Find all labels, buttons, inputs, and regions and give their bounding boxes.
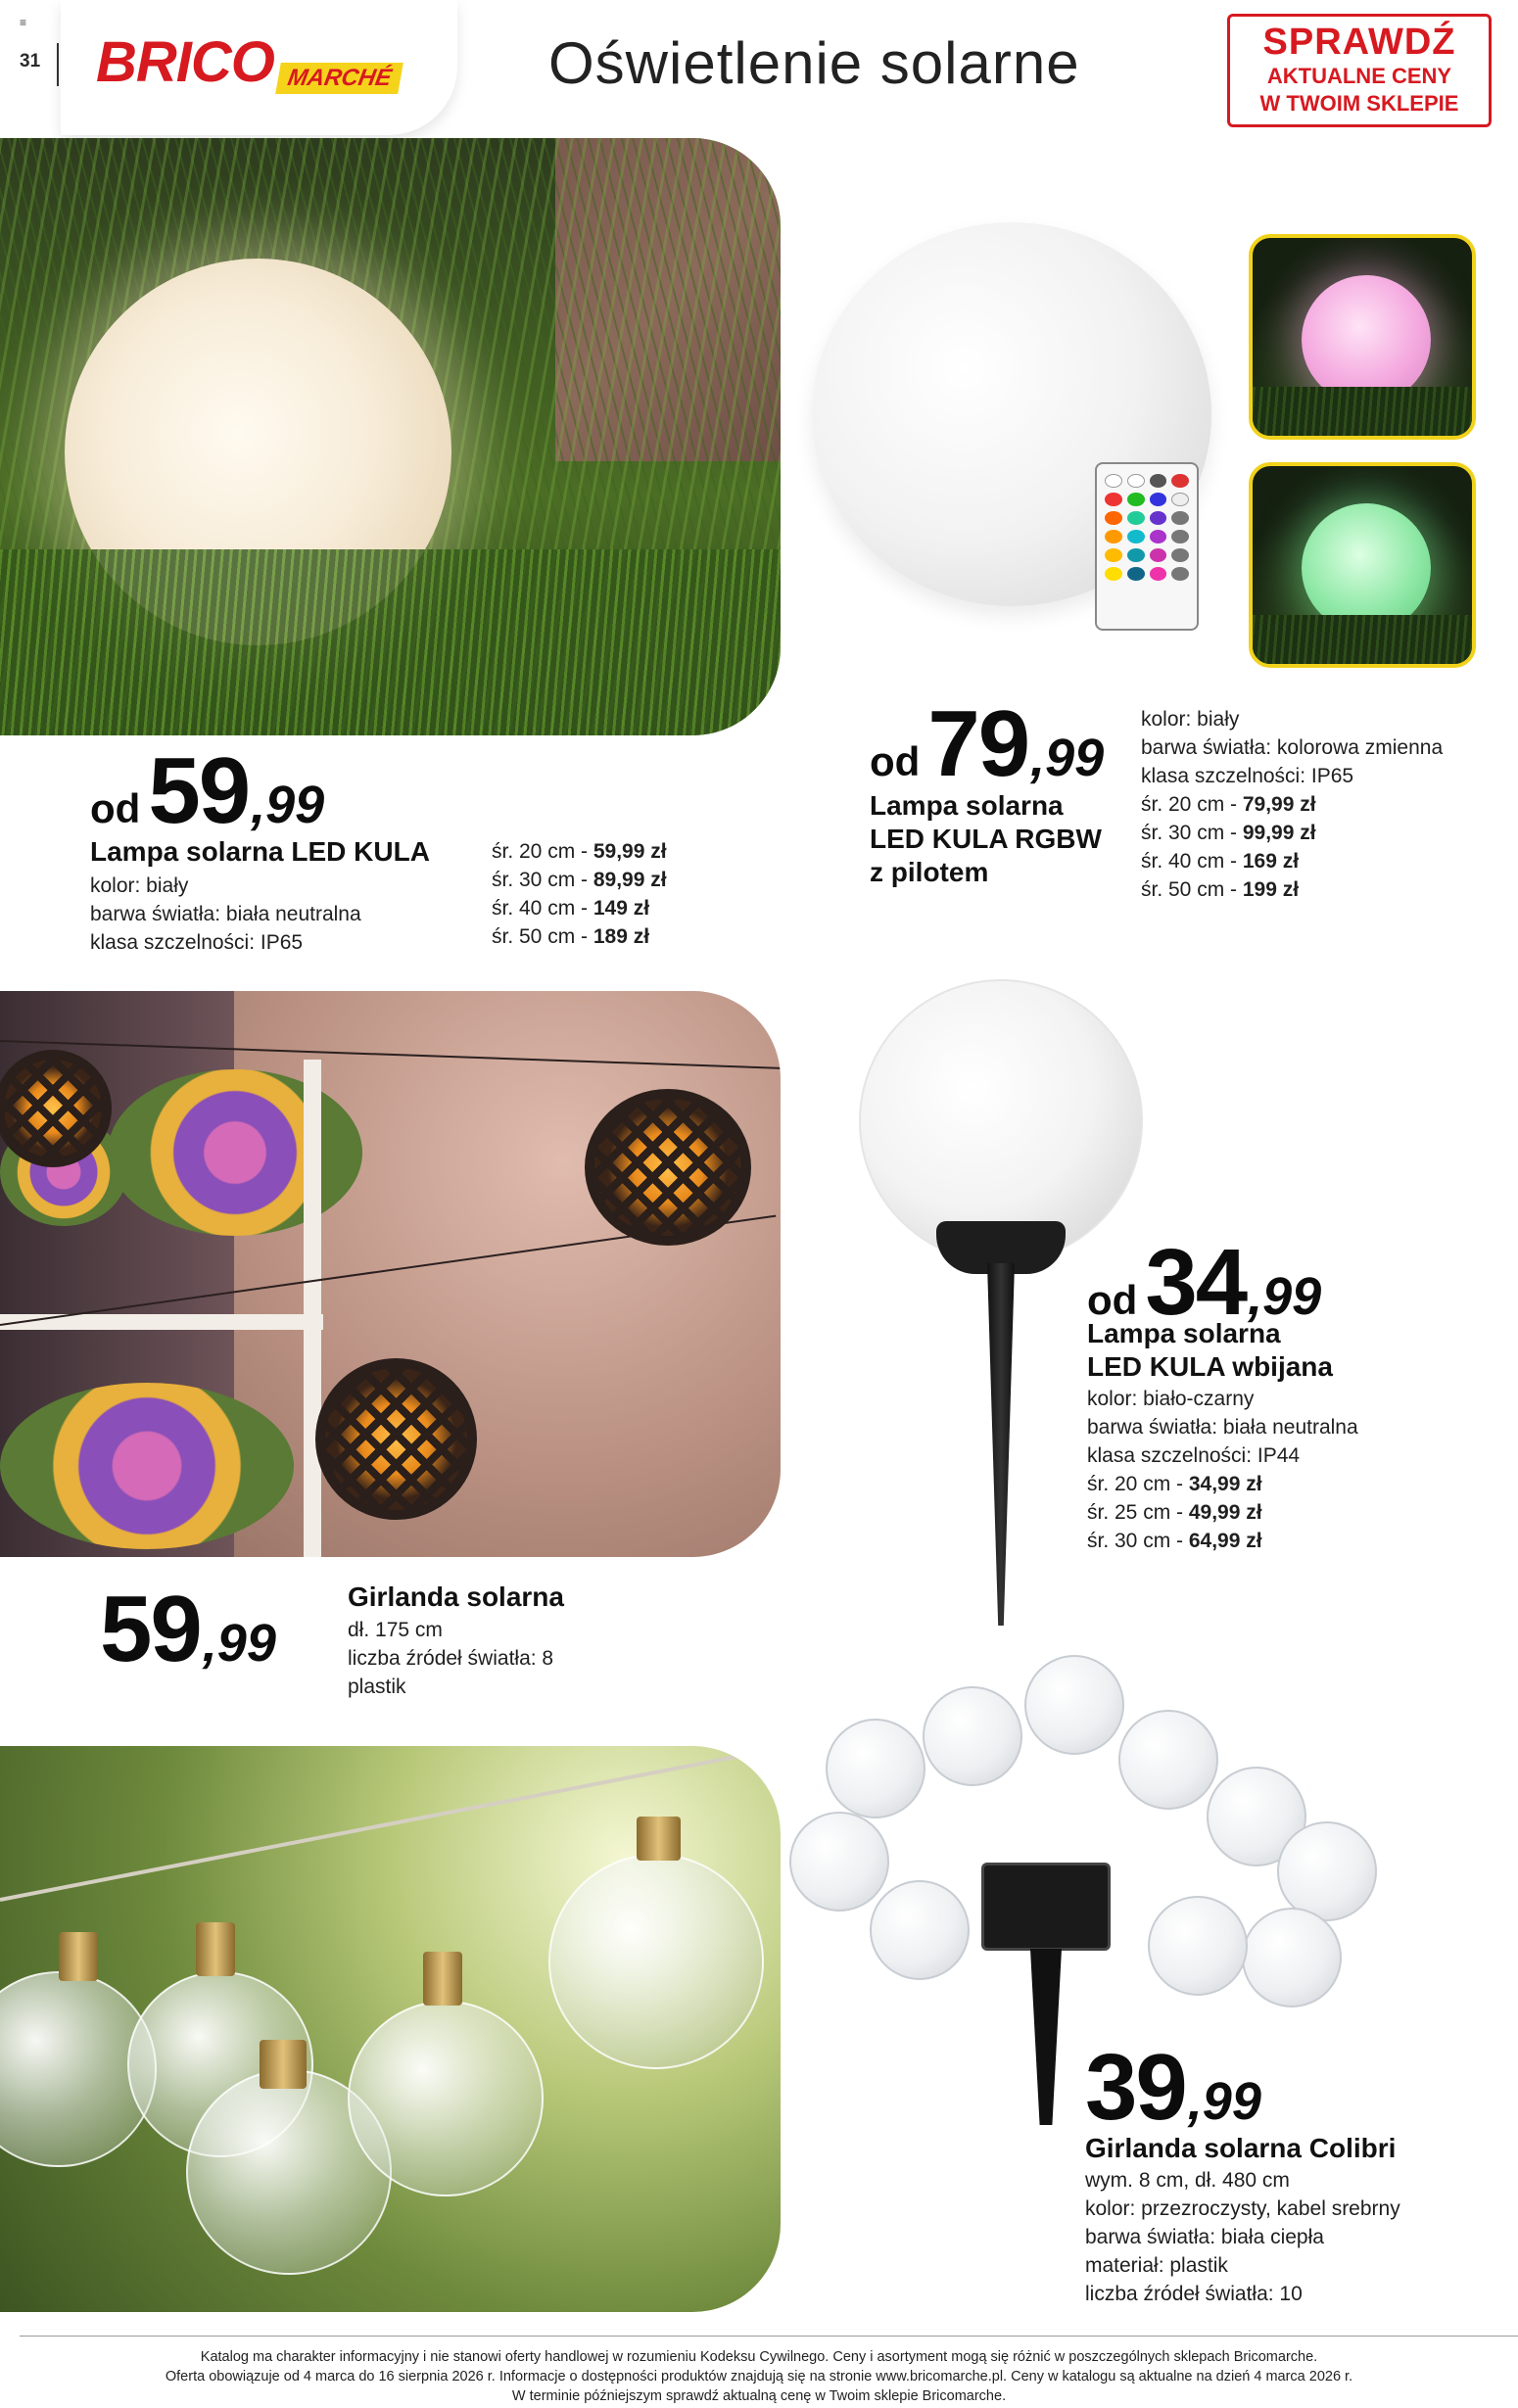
specs-lampa-rgbw [1141,705,1443,790]
price-decimal: ,99 [1248,1267,1322,1326]
size-label: śr. 30 cm - [492,869,593,891]
pink-globe-thumbnail [1249,234,1476,440]
brand-logo-sub: MARCHÉ [275,63,403,94]
specs-girlanda [348,1616,553,1701]
size-price: 34,99 zł [1188,1473,1262,1495]
menu-icon[interactable]: ≡ [20,16,27,29]
name-line: z pilotem [870,857,989,887]
remote-control-image [1095,462,1199,631]
size-row [492,894,667,922]
size-price: 64,99 zł [1188,1530,1262,1552]
size-price: 99,99 zł [1242,822,1316,844]
page-title: Oświetlenie solarne [548,30,1080,96]
size-price: 89,99 zł [593,869,667,891]
size-label: śr. 40 cm - [1141,850,1243,873]
size-row [1087,1498,1262,1527]
size-price: 59,99 zł [593,840,667,863]
size-label: śr. 20 cm - [1141,793,1243,816]
price-lampa-kula [90,738,325,843]
size-price: 189 zł [593,925,650,948]
colibri-bulb [789,1812,889,1912]
specs-lampa-kula [90,872,361,957]
spec-item: barwa światła: biała neutralna [90,903,361,925]
bulb-cap [423,1952,462,2006]
thumb-grass [1253,387,1472,436]
footer-divider [20,2336,1518,2337]
price-prefix: od [1087,1277,1138,1323]
spec-item: kolor: biały [90,874,189,897]
price-main: 34 [1145,1230,1247,1335]
size-label: śr. 40 cm - [492,897,593,920]
colibri-bulb [923,1686,1022,1786]
size-price: 169 zł [1242,850,1300,873]
sizes-lampa-wbijana [1087,1470,1262,1555]
bulb-cap [637,1817,681,1861]
green-globe [1302,503,1431,633]
product-name-girlanda: Girlanda solarna [348,1582,564,1612]
size-row [1087,1470,1262,1498]
colibri-bulb [1148,1896,1248,1996]
size-price: 79,99 zł [1242,793,1316,816]
size-label: śr. 20 cm - [492,840,593,863]
size-label: śr. 30 cm - [1141,822,1243,844]
stamp-line-3: W TWOIM SKLEPIE [1259,91,1459,116]
product-name-lampa-wbijana [1087,1317,1333,1384]
stake-rod [987,1263,1015,1626]
spec-item: kolor: biało-czarny [1087,1388,1255,1410]
spec-item: kolor: przezroczysty, kabel srebrny [1085,2197,1400,2220]
spec-item: liczba źródeł światła: 10 [1085,2283,1303,2305]
price-decimal: ,99 [202,1614,276,1673]
colibri-bulb [1277,1821,1377,1921]
spec-item: barwa światła: biała neutralna [1087,1416,1358,1439]
brand-logo[interactable]: BRICO [96,30,274,94]
pink-globe [1302,275,1431,404]
size-row [1141,790,1316,819]
sizes-lampa-rgbw [1141,790,1316,904]
spec-item: dł. 175 cm [348,1619,443,1641]
size-label: śr. 30 cm - [1087,1530,1189,1552]
footer-disclaimer [20,2347,1498,2406]
size-row [492,837,667,866]
header-divider [57,43,59,86]
size-price: 199 zł [1242,878,1300,901]
size-price: 149 zł [593,897,650,920]
product-name-lampa-kula: Lampa solarna LED KULA [90,836,430,867]
name-line: Lampa solarna [1087,1318,1281,1348]
thumb-grass [1253,615,1472,664]
colibri-bulb [1024,1655,1124,1755]
size-row [1141,875,1316,904]
colibri-bulb [1242,1908,1342,2007]
size-row [1141,819,1316,847]
name-line: Lampa solarna [870,790,1064,821]
price-girlanda [100,1577,276,1681]
lantern-right [585,1089,751,1246]
foreground-grass [0,549,781,735]
flower-pot [0,1383,294,1549]
solar-panel [981,1863,1111,1951]
spec-item: liczba źródeł światła: 8 [348,1647,554,1670]
price-main: 59 [100,1577,201,1681]
price-prefix: od [870,738,921,784]
stamp-line-1: SPRAWDŹ [1262,22,1456,63]
size-label: śr. 50 cm - [1141,878,1243,901]
product-name-colibri: Girlanda solarna Colibri [1085,2133,1397,2163]
footer-line-3: W terminie późniejszym sprawdź aktualną cenę w Twoim sklepie Bricomarche. [511,2388,1007,2404]
spec-item: klasa szczelności: IP65 [90,931,304,954]
price-main: 79 [927,691,1029,796]
garden-globe-photo [0,138,781,735]
garland-bulb [348,2001,544,2196]
bulb-cap [196,1922,235,1976]
price-decimal: ,99 [1187,2072,1261,2131]
size-row [1087,1527,1262,1555]
size-label: śr. 20 cm - [1087,1473,1189,1495]
size-row [492,866,667,894]
price-main: 39 [1085,2035,1186,2140]
size-label: śr. 25 cm - [1087,1501,1189,1524]
spec-item: wym. 8 cm, dł. 480 cm [1085,2169,1290,2192]
lantern-garland-photo [0,991,781,1557]
page-number: 31 [20,51,41,71]
colibri-bulb [870,1880,970,1980]
product-name-lampa-rgbw [870,789,1102,889]
check-prices-stamp [1227,14,1492,127]
bulb-cap [59,1932,98,1981]
spec-item: plastik [348,1676,406,1698]
lantern-bottom [315,1358,477,1520]
price-main: 59 [148,738,250,843]
name-line: LED KULA wbijana [1087,1351,1333,1382]
remote-buttons [1105,474,1189,581]
colibri-bulb [826,1719,925,1818]
size-price: 49,99 zł [1188,1501,1262,1524]
spec-item: kolor: biały [1141,708,1240,731]
spec-item: klasa szczelności: IP44 [1087,1444,1301,1467]
bulb-garland-photo [0,1746,781,2312]
footer-line-1: Katalog ma charakter informacyjny i nie stanowi oferty handlowej w rozumieniu Kodeksu Cywilnego. Ceny i asortyment mogą się różnić w poszczególnych sklepach Bricomarche. [200,2349,1318,2365]
footer-line-2: Oferta obowiązuje od 4 marca do 16 sierpnia 2026 r. Informacje o dostępności produktów znajdują się na stronie www.bricomarche.pl. Ceny w katalogu są aktualne na dzień 4 marca 2026 r. [165,2369,1353,2384]
price-prefix: od [90,785,141,831]
price-decimal: ,99 [251,776,325,834]
spec-item: barwa światła: biała ciepła [1085,2226,1324,2248]
bulb-cap [260,2040,307,2089]
sizes-lampa-kula [492,837,667,951]
colibri-bulb [1118,1710,1218,1810]
price-lampa-rgbw [870,691,1105,796]
garland-bulb [548,1854,764,2069]
spec-item: barwa światła: kolorowa zmienna [1141,736,1444,759]
flower-pot [108,1069,362,1236]
specs-lampa-wbijana [1087,1385,1358,1470]
specs-colibri [1085,2166,1400,2308]
green-globe-thumbnail [1249,462,1476,668]
size-row [1141,847,1316,875]
spec-item: klasa szczelności: IP65 [1141,765,1354,787]
price-colibri [1085,2035,1261,2140]
name-line: LED KULA RGBW [870,824,1102,854]
solar-panel-stake [1030,1949,1062,2125]
size-row [492,922,667,951]
shelf-frame [304,1060,321,1557]
stamp-line-2: AKTUALNE CENY [1266,64,1452,88]
price-decimal: ,99 [1030,729,1105,787]
spec-item: materiał: plastik [1085,2254,1228,2277]
size-label: śr. 50 cm - [492,925,593,948]
